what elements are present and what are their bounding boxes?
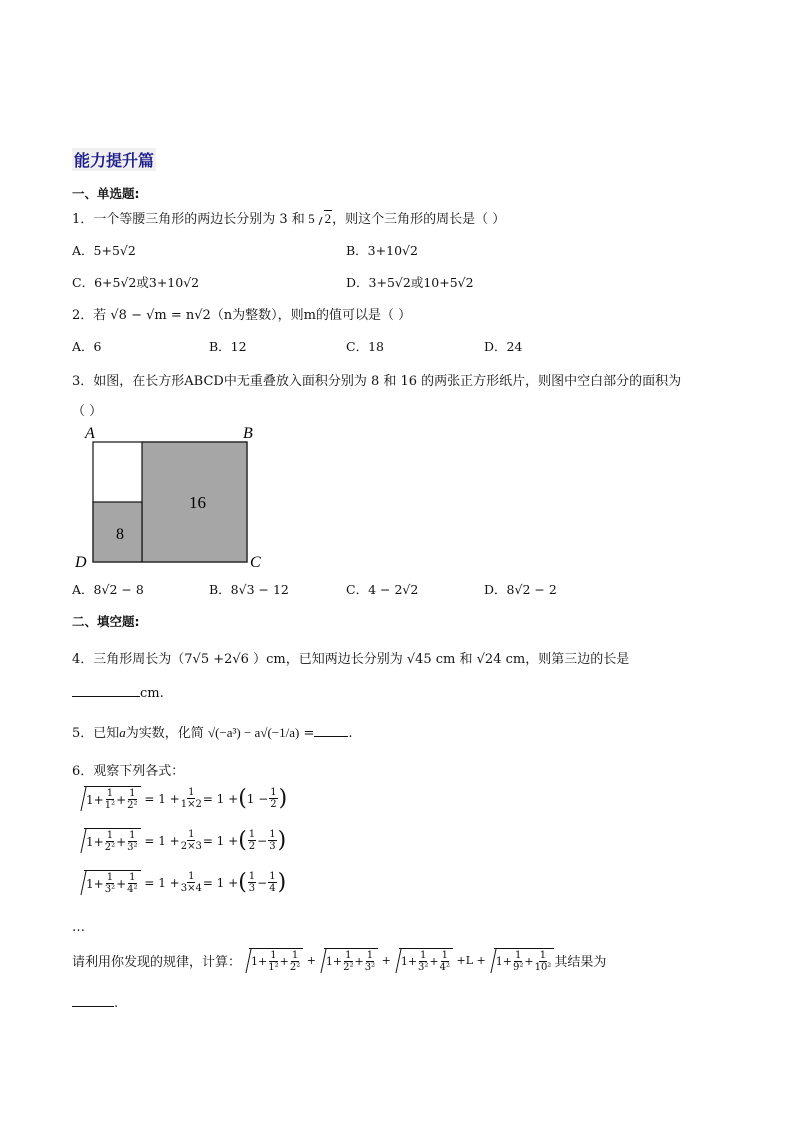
question-3-stem-line2: （ ） bbox=[72, 404, 103, 419]
question-5-stem-b: 为实数，化简 bbox=[125, 726, 204, 741]
denominator: 2² bbox=[104, 842, 116, 853]
answer-blank[interactable] bbox=[72, 1006, 114, 1007]
vertex-label-d: D bbox=[75, 554, 87, 571]
question-6-ask: 请利用你发现的规律，计算： 1+ $\frac{1}{\text{1²}}$ + $\frac{1}{\text{2²}}$ + 1+ $\frac{1}{\text{2²}}$ + $\frac{1}{\text{3²}}$ + 1+ $\frac{1}{\text{3²}}$ + $\frac{1}{\text{4²}}$ + L + 1+ $\frac{1}{\text{9²}}$ + $\frac{1}{\text{10²}}$ 其结果为 bbox=[72, 950, 607, 973]
question-2-option-c[interactable]: C．18 bbox=[346, 339, 384, 354]
answer-blank[interactable] bbox=[314, 736, 348, 737]
denominator: 4 bbox=[269, 883, 276, 894]
question-2-stem: 2．若 √8 − √m = n√2（n为整数），则m的值可以是（ ） bbox=[72, 308, 412, 323]
rectangle-figure bbox=[72, 420, 272, 576]
dots: L bbox=[465, 954, 474, 967]
small-square-area: 8 bbox=[116, 526, 124, 543]
question-6-answer-line bbox=[72, 996, 118, 1011]
vertex-label-a: A bbox=[85, 425, 95, 442]
denominator: 4² bbox=[127, 884, 138, 895]
question-1-option-a[interactable]: A．5+5√2 bbox=[72, 243, 136, 258]
product: 2×3 bbox=[180, 841, 202, 852]
denominator: 2 bbox=[270, 799, 277, 810]
question-5-equals: = bbox=[303, 726, 315, 741]
vertex-label-c: C bbox=[250, 554, 261, 571]
question-5-expression: √(−a³) − a√(−1/a) bbox=[207, 725, 300, 740]
question-1-stem-a: 1．一个等腰三角形的两边长分别为 3 和 bbox=[72, 212, 305, 227]
formula-row-2: 1+ $\frac{1}{\text{2²}}$ + $\frac{1}{\text{3²}}$ = 1 + $\frac{1}{2\times 3}$ = 1 + ( $\frac{1}{2}$ − $\frac{1}{3}$ ) bbox=[86, 827, 287, 853]
question-5-end: . bbox=[348, 726, 353, 741]
denominator: 3² bbox=[104, 884, 116, 895]
product: 1×2 bbox=[180, 799, 202, 810]
question-4-stem: 4．三角形周长为（7√5 +2√6 ）cm，已知两边长分别为 √45 cm 和 √24 cm，则第三边的长是 bbox=[72, 652, 630, 667]
variable-a: a bbox=[119, 725, 126, 740]
question-6-ask-end: 其结果为 bbox=[554, 955, 607, 970]
page-title: 能力提升篇 bbox=[72, 148, 156, 171]
question-2-option-b[interactable]: B．12 bbox=[209, 339, 247, 354]
denominator: 3 bbox=[248, 883, 256, 894]
answer-blank[interactable] bbox=[72, 696, 140, 697]
question-1-stem-b: ，则这个三角形的周长是（ ） bbox=[332, 212, 506, 227]
question-4-answer-line bbox=[72, 686, 164, 701]
question-1 bbox=[72, 208, 505, 227]
question-3-option-d[interactable]: D．8√2 − 2 bbox=[484, 582, 557, 597]
question-6-end: . bbox=[114, 996, 119, 1011]
question-3-option-b[interactable]: B．8√3 − 12 bbox=[209, 582, 289, 597]
large-square-area: 16 bbox=[189, 493, 206, 512]
vertex-label-b: B bbox=[243, 425, 253, 442]
denominator: 2² bbox=[127, 800, 138, 811]
question-3-option-a[interactable]: A．8√2 − 8 bbox=[72, 582, 144, 597]
denominator: 1² bbox=[104, 800, 116, 811]
question-6-stem: 6．观察下列各式： bbox=[72, 764, 185, 779]
section-heading-single-choice: 一、单选题: bbox=[72, 186, 140, 201]
product: 3×4 bbox=[180, 883, 202, 894]
denominator: 3² bbox=[127, 842, 138, 853]
formula-row-3: 1+ $\frac{1}{\text{3²}}$ + $\frac{1}{\text{4²}}$ = 1 + $\frac{1}{3\times 4}$ = 1 + ( $\frac{1}{3}$ − $\frac{1}{4}$ ) bbox=[86, 869, 287, 895]
question-4-unit: cm. bbox=[140, 686, 164, 701]
denominator: 3 bbox=[269, 841, 276, 852]
question-1-option-c[interactable]: C．6+5√2或3+10√2 bbox=[72, 275, 200, 290]
question-5 bbox=[72, 722, 353, 741]
question-3-stem-line1: 3．如图，在长方形ABCD中无重叠放入面积分别为 8 和 16 的两张正方形纸片，则图中空白部分的面积为 bbox=[72, 374, 682, 389]
question-5-stem-a: 5．已知 bbox=[72, 726, 120, 741]
sqrt-expression: 5 2 bbox=[304, 211, 332, 226]
question-1-option-d[interactable]: D．3+5√2或10+5√2 bbox=[346, 275, 474, 290]
question-2-option-d[interactable]: D．24 bbox=[484, 339, 523, 354]
question-6-ask-text: 请利用你发现的规律，计算： bbox=[72, 955, 242, 970]
section-heading-fill-blank: 二、填空题: bbox=[72, 614, 140, 629]
question-1-option-b[interactable]: B．3+10√2 bbox=[346, 243, 418, 258]
question-3-option-c[interactable]: C．4 − 2√2 bbox=[346, 582, 419, 597]
question-2-option-a[interactable]: A．6 bbox=[72, 339, 102, 354]
formula-row-1: 1+ $\frac{1}{\text{1²}}$ + $\frac{1}{\text{2²}}$ = 1 + $\frac{1}{1\times 2}$ = 1 + ( 1 − $\frac{1}{2}$ ) bbox=[86, 785, 288, 811]
ellipsis: … bbox=[72, 920, 85, 935]
denominator: 2 bbox=[248, 841, 256, 852]
